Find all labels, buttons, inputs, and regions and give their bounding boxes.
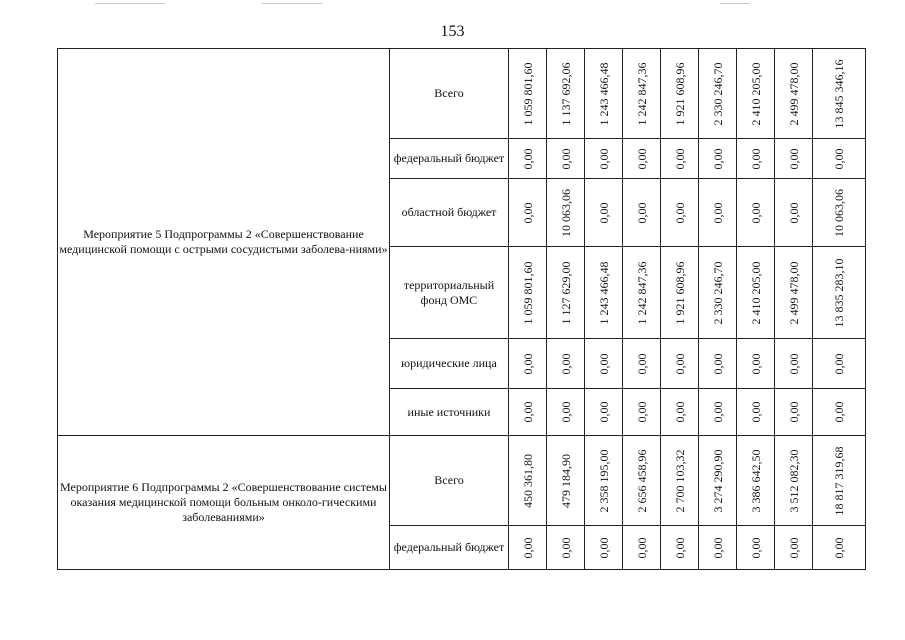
amount-value: 0,00 bbox=[596, 401, 611, 423]
amount-cell bbox=[509, 139, 547, 179]
amount-cell bbox=[699, 247, 737, 339]
funding-source: федеральный бюджет bbox=[390, 139, 509, 179]
total-amount-cell bbox=[813, 339, 866, 389]
amount-value: 2 656 458,96 bbox=[634, 449, 649, 512]
amount-cell bbox=[585, 436, 623, 526]
amount-value: 1 242 847,36 bbox=[634, 62, 649, 125]
amount-cell bbox=[699, 139, 737, 179]
amount-cell bbox=[661, 339, 699, 389]
amount-value: 2 499 478,00 bbox=[786, 261, 801, 324]
amount-value: 1 127 629,00 bbox=[558, 261, 573, 324]
amount-value: 2 410 205,00 bbox=[748, 261, 763, 324]
amount-cell bbox=[509, 389, 547, 436]
total-amount-value: 0,00 bbox=[832, 537, 846, 558]
amount-value: 3 274 290,90 bbox=[710, 449, 725, 512]
amount-value: 2 410 205,00 bbox=[748, 62, 763, 125]
amount-value: 0,00 bbox=[672, 537, 687, 558]
amount-value: 0,00 bbox=[558, 401, 573, 423]
amount-cell bbox=[699, 526, 737, 570]
table-row bbox=[58, 49, 866, 139]
amount-cell bbox=[661, 179, 699, 247]
amount-cell bbox=[547, 139, 585, 179]
total-amount-value: 0,00 bbox=[832, 148, 846, 169]
amount-cell bbox=[661, 436, 699, 526]
amount-cell bbox=[623, 179, 661, 247]
activity-title: Мероприятие 5 Подпрограммы 2 «Совершенствование медицинской помощи с острыми сосудистыми заболева-ниями» bbox=[58, 49, 390, 436]
amount-value: 0,00 bbox=[786, 401, 801, 423]
amount-value: 0,00 bbox=[710, 537, 725, 558]
amount-value: 10 063,06 bbox=[558, 188, 573, 237]
amount-cell bbox=[585, 389, 623, 436]
amount-cell bbox=[623, 247, 661, 339]
amount-value: 0,00 bbox=[634, 537, 649, 558]
amount-value: 0,00 bbox=[748, 537, 763, 558]
amount-value: 0,00 bbox=[596, 202, 611, 223]
total-amount-value: 13 845 346,16 bbox=[832, 59, 846, 128]
amount-value: 0,00 bbox=[558, 353, 573, 374]
amount-value: 0,00 bbox=[634, 148, 649, 169]
amount-cell bbox=[623, 436, 661, 526]
amount-cell bbox=[509, 49, 547, 139]
table-row bbox=[58, 436, 866, 526]
amount-value: 0,00 bbox=[558, 148, 573, 169]
amount-value: 1 059 801,60 bbox=[520, 261, 535, 324]
total-amount-value: 10 063,06 bbox=[832, 188, 846, 237]
amount-value: 0,00 bbox=[596, 353, 611, 374]
amount-value: 0,00 bbox=[634, 401, 649, 423]
amount-value: 0,00 bbox=[558, 537, 573, 558]
amount-value: 0,00 bbox=[748, 353, 763, 374]
amount-value: 0,00 bbox=[672, 202, 687, 223]
total-amount-cell bbox=[813, 389, 866, 436]
amount-cell bbox=[509, 247, 547, 339]
funding-source: Всего bbox=[390, 436, 509, 526]
funding-source: областной бюджет bbox=[390, 179, 509, 247]
amount-cell bbox=[661, 49, 699, 139]
amount-value: 0,00 bbox=[672, 401, 687, 423]
amount-cell bbox=[737, 436, 775, 526]
amount-value: 0,00 bbox=[786, 148, 801, 169]
amount-cell bbox=[775, 436, 813, 526]
amount-cell bbox=[547, 339, 585, 389]
amount-value: 0,00 bbox=[710, 353, 725, 374]
amount-cell bbox=[547, 436, 585, 526]
funding-source: федеральный бюджет bbox=[390, 526, 509, 570]
amount-cell bbox=[509, 526, 547, 570]
amount-cell bbox=[661, 526, 699, 570]
amount-value: 0,00 bbox=[520, 148, 535, 169]
amount-value: 0,00 bbox=[710, 148, 725, 169]
amount-value: 0,00 bbox=[710, 202, 725, 223]
amount-value: 1 242 847,36 bbox=[634, 261, 649, 324]
funding-source: юридические лица bbox=[390, 339, 509, 389]
amount-cell bbox=[623, 389, 661, 436]
amount-cell bbox=[699, 339, 737, 389]
amount-cell bbox=[775, 179, 813, 247]
amount-value: 0,00 bbox=[786, 537, 801, 558]
total-amount-cell bbox=[813, 247, 866, 339]
amount-cell bbox=[699, 179, 737, 247]
amount-value: 2 700 103,32 bbox=[672, 449, 687, 512]
amount-cell bbox=[509, 179, 547, 247]
amount-value: 3 512 082,30 bbox=[786, 449, 801, 512]
amount-cell bbox=[547, 49, 585, 139]
amount-cell bbox=[547, 247, 585, 339]
amount-cell bbox=[775, 49, 813, 139]
amount-value: 1 137 692,06 bbox=[558, 62, 573, 125]
amount-cell bbox=[585, 49, 623, 139]
amount-value: 0,00 bbox=[748, 401, 763, 423]
activity-title: Мероприятие 6 Подпрограммы 2 «Совершенствование системы оказания медицинской помощи больным онколо-гическими заболеваниями» bbox=[58, 436, 390, 570]
amount-cell bbox=[623, 49, 661, 139]
total-amount-cell bbox=[813, 179, 866, 247]
amount-value: 3 386 642,50 bbox=[748, 449, 763, 512]
amount-cell bbox=[737, 389, 775, 436]
amount-value: 0,00 bbox=[710, 401, 725, 423]
amount-cell bbox=[585, 247, 623, 339]
amount-cell bbox=[547, 389, 585, 436]
amount-value: 0,00 bbox=[786, 353, 801, 374]
amount-value: 0,00 bbox=[520, 202, 535, 223]
amount-cell bbox=[775, 526, 813, 570]
amount-value: 0,00 bbox=[634, 353, 649, 374]
scan-artifact-line bbox=[720, 3, 750, 4]
amount-cell bbox=[737, 139, 775, 179]
amount-value: 2 499 478,00 bbox=[786, 62, 801, 125]
total-amount-value: 18 817 319,68 bbox=[832, 446, 846, 515]
amount-value: 0,00 bbox=[786, 202, 801, 223]
total-amount-cell bbox=[813, 139, 866, 179]
amount-cell bbox=[775, 339, 813, 389]
amount-cell bbox=[775, 139, 813, 179]
amount-cell bbox=[509, 436, 547, 526]
amount-value: 0,00 bbox=[748, 148, 763, 169]
amount-cell bbox=[661, 389, 699, 436]
amount-value: 0,00 bbox=[520, 401, 535, 423]
amount-cell bbox=[699, 436, 737, 526]
amount-cell bbox=[585, 526, 623, 570]
amount-cell bbox=[699, 49, 737, 139]
scan-artifact-line bbox=[262, 3, 322, 4]
amount-value: 0,00 bbox=[520, 353, 535, 374]
amount-cell bbox=[623, 526, 661, 570]
amount-value: 2 330 246,70 bbox=[710, 261, 725, 324]
total-amount-value: 0,00 bbox=[832, 401, 846, 423]
funding-source: иные источники bbox=[390, 389, 509, 436]
amount-cell bbox=[585, 139, 623, 179]
total-amount-value: 13 835 283,10 bbox=[832, 258, 846, 327]
page-number: 153 bbox=[440, 23, 465, 40]
total-amount-cell bbox=[813, 436, 866, 526]
amount-cell bbox=[547, 526, 585, 570]
funding-source: Всего bbox=[390, 49, 509, 139]
amount-cell bbox=[661, 139, 699, 179]
amount-value: 1 243 466,48 bbox=[596, 261, 611, 324]
amount-value: 479 184,90 bbox=[558, 453, 573, 508]
amount-cell bbox=[661, 247, 699, 339]
amount-cell bbox=[585, 179, 623, 247]
amount-cell bbox=[737, 526, 775, 570]
amount-value: 0,00 bbox=[672, 353, 687, 374]
amount-value: 2 330 246,70 bbox=[710, 62, 725, 125]
total-amount-cell bbox=[813, 526, 866, 570]
amount-cell bbox=[737, 247, 775, 339]
amount-value: 1 921 608,96 bbox=[672, 62, 687, 125]
amount-cell bbox=[585, 339, 623, 389]
amount-cell bbox=[775, 247, 813, 339]
total-amount-value: 0,00 bbox=[832, 353, 846, 374]
amount-value: 1 921 608,96 bbox=[672, 261, 687, 324]
amount-cell bbox=[699, 389, 737, 436]
amount-value: 0,00 bbox=[672, 148, 687, 169]
amount-value: 2 358 195,00 bbox=[596, 449, 611, 512]
scan-artifact-line bbox=[95, 3, 165, 4]
amount-cell bbox=[547, 179, 585, 247]
amount-value: 0,00 bbox=[596, 537, 611, 558]
amount-cell bbox=[737, 179, 775, 247]
amount-cell bbox=[775, 389, 813, 436]
amount-value: 450 361,80 bbox=[520, 453, 535, 508]
amount-value: 1 243 466,48 bbox=[596, 62, 611, 125]
funding-source: территориальный фонд ОМС bbox=[390, 247, 509, 339]
amount-value: 0,00 bbox=[596, 148, 611, 169]
amount-cell bbox=[737, 339, 775, 389]
amount-value: 1 059 801,60 bbox=[520, 62, 535, 125]
amount-cell bbox=[509, 339, 547, 389]
amount-cell bbox=[623, 339, 661, 389]
amount-value: 0,00 bbox=[748, 202, 763, 223]
amount-cell bbox=[623, 139, 661, 179]
total-amount-cell bbox=[813, 49, 866, 139]
amount-cell bbox=[737, 49, 775, 139]
funding-table bbox=[57, 48, 866, 570]
amount-value: 0,00 bbox=[634, 202, 649, 223]
amount-value: 0,00 bbox=[520, 537, 535, 558]
